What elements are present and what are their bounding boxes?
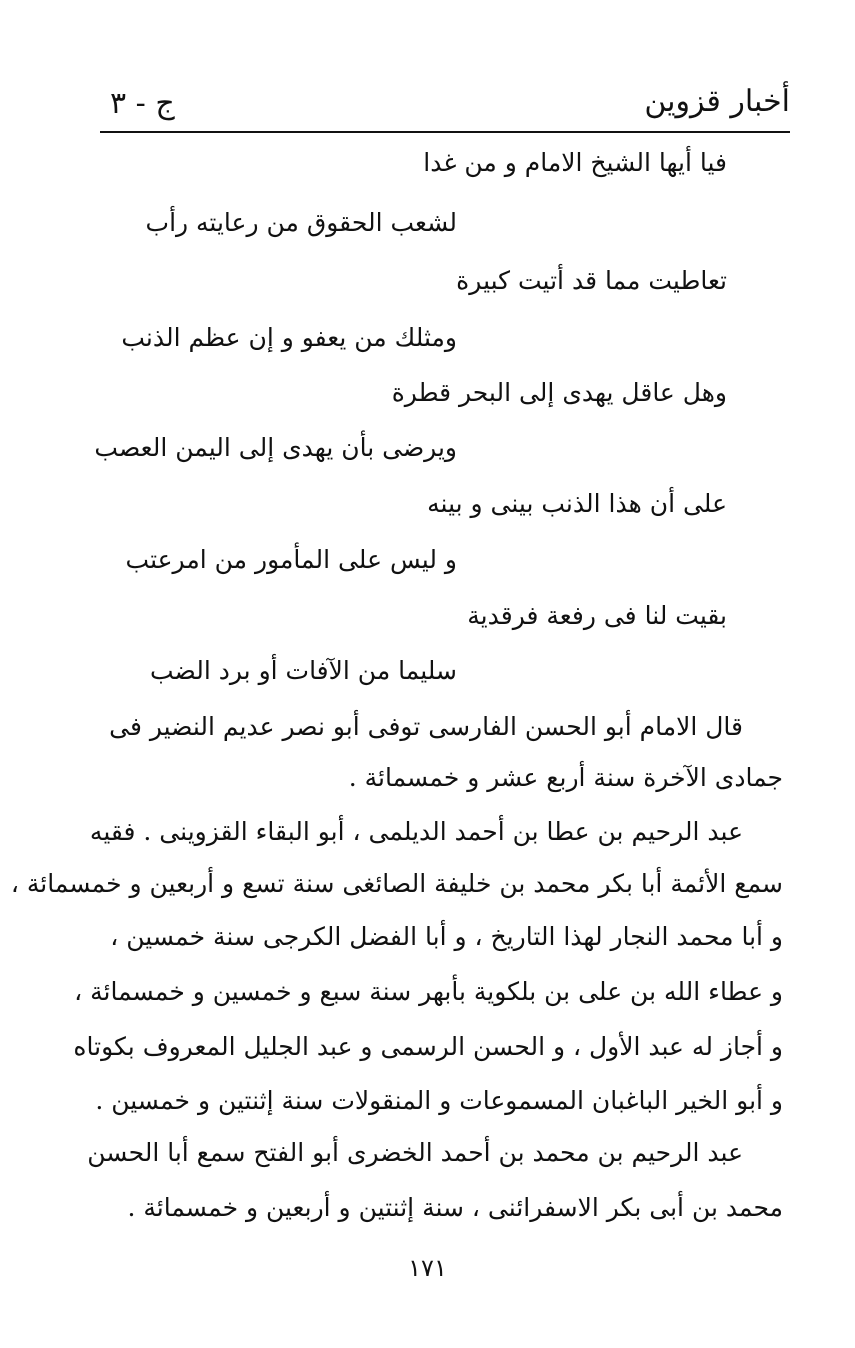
paragraph-line: عبد الرحيم بن محمد بن أحمد الخضرى أبو الفتح سمع أبا الحسن xyxy=(87,1138,743,1167)
paragraph-line: محمد بن أبى بكر الاسفرائنى ، سنة إثنتين و أربعين و خمسمائة . xyxy=(127,1193,783,1222)
paragraph-line: قال الامام أبو الحسن الفارسى توفى أبو نصر عديم النضير فى xyxy=(109,712,743,741)
page-number: ١٧١ xyxy=(408,1254,447,1282)
volume-number: ج - ٣ xyxy=(110,86,175,121)
paragraph-line: عبد الرحيم بن عطا بن أحمد الديلمى ، أبو البقاء القزوينى . فقيه xyxy=(89,817,743,846)
paragraph-line: و عطاء الله بن على بن بلكوية بأبهر سنة سبع و خمسين و خمسمائة ، xyxy=(74,977,783,1006)
verse-line: بقيت لنا فى رفعة فرقدية xyxy=(467,601,727,630)
running-header xyxy=(100,80,790,130)
verse-line: ومثلك من يعفو و إن عظم الذنب xyxy=(121,323,457,352)
verse-line: على أن هذا الذنب بينى و بينه xyxy=(427,489,727,518)
paragraph-line: و أبو الخير الباغبان المسموعات و المنقولات سنة إثنتين و خمسين . xyxy=(95,1086,783,1115)
verse-line: و ليس على المأمور من امرعتب xyxy=(125,545,457,574)
book-title: أخبار قزوين xyxy=(644,84,790,119)
verse-line: سليما من الآفات أو برد الضب xyxy=(150,656,457,685)
paragraph-line: جمادى الآخرة سنة أربع عشر و خمسمائة . xyxy=(348,763,783,792)
verse-line: فيا أيها الشيخ الامام و من غدا xyxy=(423,148,727,177)
verse-line: ويرضى بأن يهدى إلى اليمن العصب xyxy=(94,433,457,462)
verse-line: لشعب الحقوق من رعايته رأب xyxy=(145,208,457,237)
verse-line: وهل عاقل يهدى إلى البحر قطرة xyxy=(391,378,727,407)
header-divider xyxy=(100,131,790,133)
paragraph-line: سمع الأئمة أبا بكر محمد بن خليفة الصائغى سنة تسع و أربعين و خمسمائة ، xyxy=(10,869,783,898)
verse-line: تعاطيت مما قد أتيت كبيرة xyxy=(456,266,727,295)
paragraph-line: و أجاز له عبد الأول ، و الحسن الرسمى و عبد الجليل المعروف بكوتاه xyxy=(73,1032,783,1061)
paragraph-line: و أبا محمد النجار لهذا التاريخ ، و أبا الفضل الكرجى سنة خمسين ، xyxy=(110,922,783,951)
